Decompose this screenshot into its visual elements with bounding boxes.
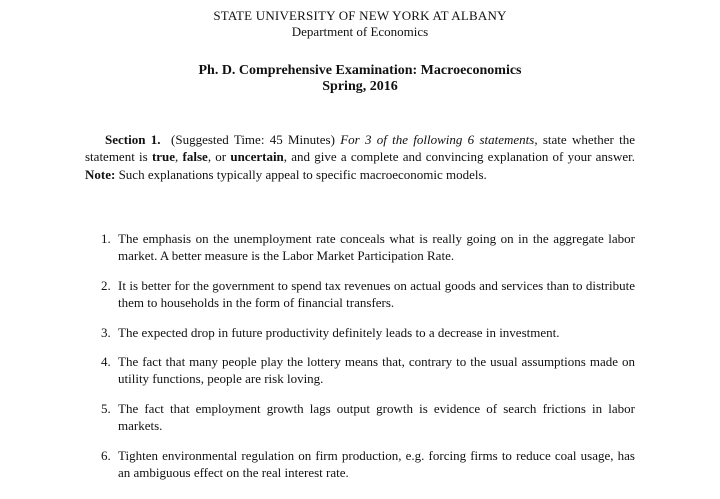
statement-number: 2. — [101, 278, 111, 293]
word-uncertain: uncertain — [230, 149, 284, 165]
instruction-comma: , — [175, 149, 183, 165]
statement-item — [85, 400, 635, 434]
exam-title: Ph. D. Comprehensive Examination: Macroeconomics — [198, 63, 522, 78]
section-label: Section 1. — [105, 132, 161, 147]
instruction-text-b: , and give a complete and convincing explanation of your answer. — [283, 149, 635, 165]
word-true: true — [151, 149, 176, 165]
exam-term: Spring, 2016 — [322, 79, 398, 94]
word-false: false — [182, 149, 208, 165]
statement-number: 6. — [101, 448, 111, 463]
statement-text: The fact that many people play the lottery means that, contrary to the usual assumptions made on utility functions, people are risk loving. — [118, 354, 635, 386]
statement-number: 4. — [101, 354, 111, 369]
university-name: STATE UNIVERSITY OF NEW YORK AT ALBANY — [213, 8, 507, 23]
statement-number: 1. — [101, 231, 111, 246]
statement-number: 5. — [101, 401, 111, 416]
statement-number: 3. — [101, 325, 111, 340]
statement-item — [85, 447, 635, 481]
statement-item — [85, 324, 635, 341]
statement-item — [85, 230, 635, 264]
suggested-time: (Suggested Time: 45 Minutes) — [171, 132, 335, 147]
instruction-text-c: Such explanations typically appeal to specific macroeconomic models. — [115, 166, 487, 182]
statement-text: Tighten environmental regulation on firm production, e.g. forcing firms to reduce coal usage, has an ambiguous effect on the real interest rate. — [118, 448, 635, 480]
statement-text: The expected drop in future productivity definitely leads to a decrease in investment. — [118, 325, 560, 340]
section-instructions — [85, 131, 635, 183]
statement-item — [85, 277, 635, 311]
statement-text: It is better for the government to spend tax revenues on actual goods and services than to distribute them to households in the form of financial transfers. — [118, 278, 635, 310]
instruction-italic: For 3 of the following 6 statements — [340, 132, 535, 147]
statement-list — [85, 230, 635, 494]
instruction-or: , or — [207, 149, 231, 165]
instruction-text-a: , state whether the statement is — [85, 132, 635, 165]
note-label: Note: — [85, 166, 116, 182]
statement-text: The fact that employment growth lags output growth is evidence of search frictions in labor markets. — [118, 401, 635, 433]
statement-text: The emphasis on the unemployment rate conceals what is really going on in the aggregate labor market. A better measure is the Labor Market Participation Rate. — [118, 231, 635, 263]
department-name: Department of Economics — [291, 24, 429, 39]
statement-item — [85, 353, 635, 387]
